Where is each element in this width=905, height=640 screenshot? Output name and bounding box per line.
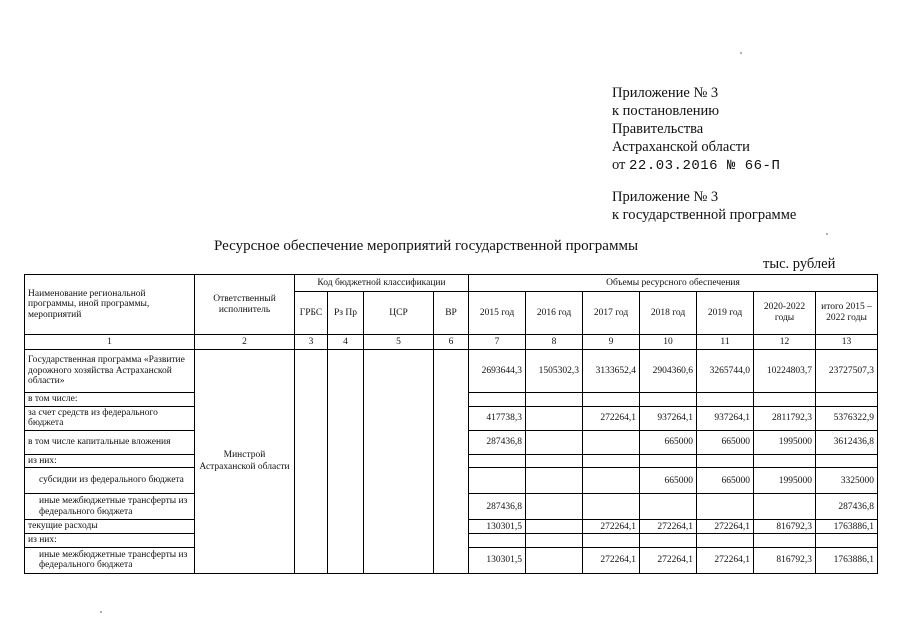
value-cell <box>754 494 816 520</box>
value-cell: 665000 <box>697 430 754 454</box>
column-number: 13 <box>816 335 878 350</box>
header-year-2015: 2015 год <box>469 292 526 335</box>
units-label: тыс. рублей <box>763 256 836 272</box>
column-number: 10 <box>640 335 697 350</box>
vr-cell <box>434 350 469 574</box>
column-number-row <box>25 335 878 350</box>
column-number: 1 <box>25 335 195 350</box>
scan-speck <box>826 233 828 235</box>
value-cell <box>816 454 878 468</box>
government-label: Правительства <box>612 121 704 137</box>
value-cell <box>754 393 816 407</box>
value-cell <box>526 468 583 494</box>
value-cell <box>583 534 640 548</box>
row-name: в том числе: <box>25 393 195 407</box>
header-total: итого 2015 – 2022 годы <box>816 292 878 335</box>
value-cell <box>526 534 583 548</box>
column-number: 12 <box>754 335 816 350</box>
value-cell <box>583 393 640 407</box>
appendix-number: Приложение № 3 <box>612 85 719 101</box>
value-cell <box>697 393 754 407</box>
value-cell <box>526 406 583 430</box>
rzpr-cell <box>328 350 364 574</box>
value-cell: 1995000 <box>754 468 816 494</box>
value-cell: 10224803,7 <box>754 350 816 393</box>
value-cell <box>526 430 583 454</box>
value-cell <box>754 534 816 548</box>
value-cell: 272264,1 <box>583 520 640 534</box>
value-cell: 130301,5 <box>469 547 526 573</box>
row-name: иные межбюджетные трансферты из федерального бюджета <box>25 547 195 573</box>
value-cell <box>640 494 697 520</box>
value-cell <box>526 520 583 534</box>
value-cell: 3265744,0 <box>697 350 754 393</box>
row-name: текущие расходы <box>25 520 195 534</box>
value-cell <box>816 534 878 548</box>
value-cell <box>640 454 697 468</box>
header-grbs: ГРБС <box>295 292 328 335</box>
row-name: иные межбюджетные трансферты из федерального бюджета <box>25 494 195 520</box>
value-cell <box>526 393 583 407</box>
value-cell <box>583 454 640 468</box>
value-cell: 3325000 <box>816 468 878 494</box>
column-number: 9 <box>583 335 640 350</box>
value-cell <box>754 454 816 468</box>
scan-speck <box>100 611 102 613</box>
value-cell: 23727507,3 <box>816 350 878 393</box>
value-cell <box>697 534 754 548</box>
resource-table <box>24 274 878 574</box>
value-cell: 272264,1 <box>697 520 754 534</box>
region-label: Астраханской области <box>612 139 750 155</box>
column-number: 8 <box>526 335 583 350</box>
value-cell <box>526 494 583 520</box>
value-cell: 3612436,8 <box>816 430 878 454</box>
column-number: 2 <box>195 335 295 350</box>
header-years-2020-2022: 2020-2022 годы <box>754 292 816 335</box>
responsible-executor: Минстрой Астраханской области <box>195 350 295 574</box>
value-cell: 3133652,4 <box>583 350 640 393</box>
header-rzpr: Рз Пр <box>328 292 364 335</box>
document-title: Ресурсное обеспечение мероприятий государственной программы <box>214 238 639 254</box>
value-cell <box>469 454 526 468</box>
value-cell <box>640 534 697 548</box>
header-resource-volume: Объемы ресурсного обеспечения <box>469 275 878 292</box>
value-cell <box>583 468 640 494</box>
header-name: Наименование региональной программы, иной программы, мероприятий <box>25 275 195 335</box>
value-cell: 816792,3 <box>754 547 816 573</box>
value-cell: 287436,8 <box>816 494 878 520</box>
value-cell: 2811792,3 <box>754 406 816 430</box>
value-cell: 937264,1 <box>697 406 754 430</box>
value-cell <box>583 430 640 454</box>
value-cell: 287436,8 <box>469 430 526 454</box>
value-cell <box>469 393 526 407</box>
value-cell: 272264,1 <box>640 547 697 573</box>
appendix-number-2: Приложение № 3 <box>612 189 719 205</box>
column-number: 7 <box>469 335 526 350</box>
value-cell: 1505302,3 <box>526 350 583 393</box>
row-name: за счет средств из федерального бюджета <box>25 406 195 430</box>
value-cell <box>640 393 697 407</box>
value-cell <box>697 454 754 468</box>
header-year-2016: 2016 год <box>526 292 583 335</box>
value-cell: 272264,1 <box>583 547 640 573</box>
date-prefix: от <box>612 157 626 173</box>
header-year-2017: 2017 год <box>583 292 640 335</box>
header-csr: ЦСР <box>364 292 434 335</box>
value-cell: 937264,1 <box>640 406 697 430</box>
approval-block-program <box>612 188 872 224</box>
row-name: в том числе капитальные вложения <box>25 430 195 454</box>
value-cell <box>469 468 526 494</box>
header-executor: Ответственный исполнитель <box>195 275 295 335</box>
grbs-cell <box>295 350 328 574</box>
scan-speck <box>740 52 742 54</box>
header-year-2019: 2019 год <box>697 292 754 335</box>
value-cell <box>583 494 640 520</box>
csr-cell <box>364 350 434 574</box>
header-budget-code: Код бюджетной классификации <box>295 275 469 292</box>
value-cell: 272264,1 <box>583 406 640 430</box>
row-name: из них: <box>25 454 195 468</box>
header-year-2018: 2018 год <box>640 292 697 335</box>
value-cell: 1763886,1 <box>816 547 878 573</box>
value-cell: 1763886,1 <box>816 520 878 534</box>
value-cell: 272264,1 <box>697 547 754 573</box>
value-cell: 665000 <box>640 468 697 494</box>
decree-reference: к постановлению <box>612 103 720 119</box>
value-cell <box>469 534 526 548</box>
value-cell: 1995000 <box>754 430 816 454</box>
value-cell: 2693644,3 <box>469 350 526 393</box>
value-cell: 272264,1 <box>640 520 697 534</box>
decree-date-line <box>612 156 872 175</box>
column-number: 11 <box>697 335 754 350</box>
column-number: 4 <box>328 335 364 350</box>
value-cell <box>526 547 583 573</box>
value-cell: 417738,3 <box>469 406 526 430</box>
decree-date-number: 22.03.2016 № 66-П <box>629 158 781 174</box>
value-cell: 287436,8 <box>469 494 526 520</box>
value-cell <box>526 454 583 468</box>
program-reference: к государственной программе <box>612 207 797 223</box>
value-cell: 665000 <box>640 430 697 454</box>
row-name: субсидии из федерального бюджета <box>25 468 195 494</box>
approval-block-decree <box>612 84 872 175</box>
value-cell: 816792,3 <box>754 520 816 534</box>
column-number: 6 <box>434 335 469 350</box>
value-cell: 130301,5 <box>469 520 526 534</box>
value-cell <box>697 494 754 520</box>
column-number: 3 <box>295 335 328 350</box>
row-name: Государственная программа «Развитие дорожного хозяйства Астраханской области» <box>25 350 195 393</box>
table-row <box>25 350 878 393</box>
value-cell <box>816 393 878 407</box>
row-name: из них: <box>25 534 195 548</box>
value-cell: 2904360,6 <box>640 350 697 393</box>
value-cell: 665000 <box>697 468 754 494</box>
column-number: 5 <box>364 335 434 350</box>
value-cell: 5376322,9 <box>816 406 878 430</box>
header-vr: ВР <box>434 292 469 335</box>
